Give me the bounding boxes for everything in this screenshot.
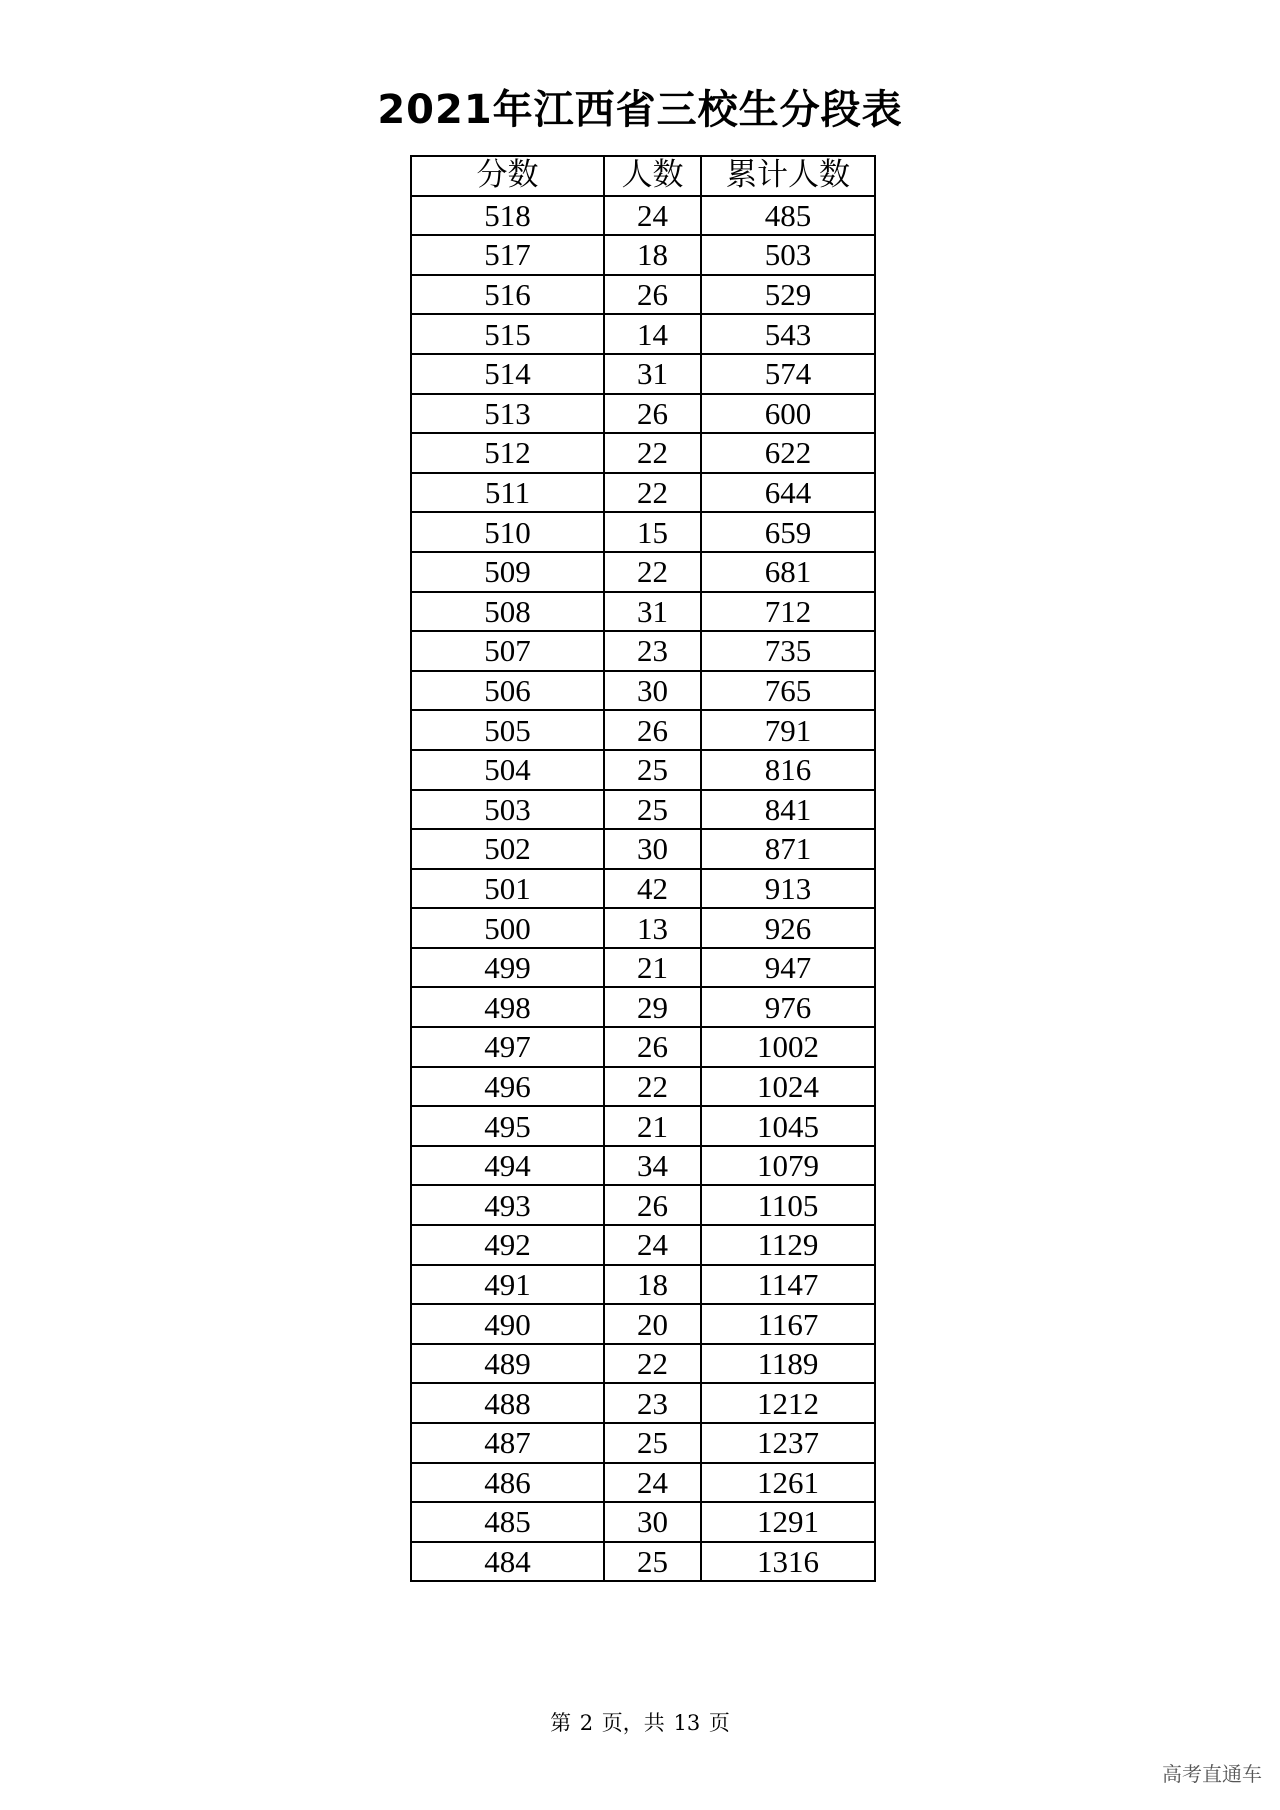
cell-cumulative: 1237: [701, 1423, 875, 1463]
table-row: [411, 710, 875, 750]
table-row: [411, 1344, 875, 1384]
table-row: [411, 631, 875, 671]
table-row: [411, 829, 875, 869]
cell-cumulative: 712: [701, 592, 875, 632]
cell-count: 34: [604, 1146, 701, 1186]
cell-score: 515: [411, 314, 604, 354]
table-row: [411, 948, 875, 988]
table-row: [411, 354, 875, 394]
cell-count: 24: [604, 1463, 701, 1503]
cell-score: 484: [411, 1542, 604, 1582]
cell-score: 509: [411, 552, 604, 592]
cell-score: 493: [411, 1185, 604, 1225]
cell-count: 25: [604, 1542, 701, 1582]
cell-count: 26: [604, 394, 701, 434]
cell-score: 505: [411, 710, 604, 750]
cell-count: 23: [604, 631, 701, 671]
table-row: [411, 314, 875, 354]
cell-cumulative: 1261: [701, 1463, 875, 1503]
cell-count: 25: [604, 1423, 701, 1463]
cell-score: 495: [411, 1106, 604, 1146]
cell-cumulative: 976: [701, 987, 875, 1027]
cell-score: 512: [411, 433, 604, 473]
cell-score: 511: [411, 473, 604, 513]
cell-count: 15: [604, 512, 701, 552]
cell-score: 488: [411, 1383, 604, 1423]
cell-cumulative: 765: [701, 671, 875, 711]
table-row: [411, 473, 875, 513]
cell-count: 21: [604, 1106, 701, 1146]
table-row: [411, 1463, 875, 1503]
table-row: [411, 1027, 875, 1067]
table-row: [411, 592, 875, 632]
cell-cumulative: 841: [701, 790, 875, 830]
cell-score: 502: [411, 829, 604, 869]
cell-cumulative: 529: [701, 275, 875, 315]
cell-score: 514: [411, 354, 604, 394]
cell-count: 14: [604, 314, 701, 354]
page-footer: 第 2 页，共 13 页: [550, 1711, 730, 1735]
cell-cumulative: 1129: [701, 1225, 875, 1265]
cell-count: 20: [604, 1304, 701, 1344]
cell-score: 487: [411, 1423, 604, 1463]
table-row: [411, 671, 875, 711]
cell-count: 24: [604, 196, 701, 236]
table-row: [411, 1265, 875, 1305]
cell-count: 25: [604, 750, 701, 790]
cell-score: 485: [411, 1502, 604, 1542]
cell-count: 30: [604, 829, 701, 869]
cell-count: 26: [604, 1027, 701, 1067]
cell-score: 500: [411, 908, 604, 948]
cell-count: 26: [604, 710, 701, 750]
table-row: [411, 512, 875, 552]
table-row: [411, 1225, 875, 1265]
cell-score: 518: [411, 196, 604, 236]
table-row: [411, 790, 875, 830]
cell-cumulative: 735: [701, 631, 875, 671]
table-row: [411, 1542, 875, 1582]
table-row: [411, 1502, 875, 1542]
cell-count: 22: [604, 433, 701, 473]
table-header-row: [411, 156, 875, 196]
cell-cumulative: 1045: [701, 1106, 875, 1146]
cell-score: 516: [411, 275, 604, 315]
cell-cumulative: 543: [701, 314, 875, 354]
cell-score: 498: [411, 987, 604, 1027]
cell-cumulative: 947: [701, 948, 875, 988]
cell-score: 496: [411, 1067, 604, 1107]
cell-count: 31: [604, 592, 701, 632]
cell-cumulative: 1212: [701, 1383, 875, 1423]
cell-score: 504: [411, 750, 604, 790]
header-count: 人数: [604, 156, 701, 196]
cell-count: 22: [604, 1067, 701, 1107]
table-body: [411, 196, 875, 1582]
cell-cumulative: 622: [701, 433, 875, 473]
cell-score: 517: [411, 235, 604, 275]
cell-cumulative: 816: [701, 750, 875, 790]
cell-score: 507: [411, 631, 604, 671]
cell-score: 503: [411, 790, 604, 830]
table-row: [411, 908, 875, 948]
cell-cumulative: 1167: [701, 1304, 875, 1344]
table-row: [411, 750, 875, 790]
cell-score: 501: [411, 869, 604, 909]
cell-cumulative: 1147: [701, 1265, 875, 1305]
cell-count: 31: [604, 354, 701, 394]
cell-cumulative: 574: [701, 354, 875, 394]
cell-cumulative: 1316: [701, 1542, 875, 1582]
cell-cumulative: 926: [701, 908, 875, 948]
watermark: 高考直通车: [1162, 1762, 1262, 1786]
cell-count: 30: [604, 1502, 701, 1542]
cell-count: 22: [604, 1344, 701, 1384]
cell-score: 506: [411, 671, 604, 711]
cell-count: 26: [604, 275, 701, 315]
cell-cumulative: 600: [701, 394, 875, 434]
cell-score: 489: [411, 1344, 604, 1384]
cell-score: 491: [411, 1265, 604, 1305]
table-row: [411, 275, 875, 315]
cell-count: 26: [604, 1185, 701, 1225]
cell-cumulative: 681: [701, 552, 875, 592]
cell-count: 22: [604, 552, 701, 592]
table-row: [411, 1185, 875, 1225]
cell-cumulative: 644: [701, 473, 875, 513]
table-row: [411, 394, 875, 434]
cell-score: 490: [411, 1304, 604, 1344]
table-row: [411, 1383, 875, 1423]
cell-count: 23: [604, 1383, 701, 1423]
cell-score: 499: [411, 948, 604, 988]
header-cumulative: 累计人数: [701, 156, 875, 196]
header-score: 分数: [411, 156, 604, 196]
table-row: [411, 235, 875, 275]
table-row: [411, 1067, 875, 1107]
table-row: [411, 1423, 875, 1463]
cell-score: 494: [411, 1146, 604, 1186]
cell-score: 497: [411, 1027, 604, 1067]
table-row: [411, 1146, 875, 1186]
cell-cumulative: 485: [701, 196, 875, 236]
cell-cumulative: 1002: [701, 1027, 875, 1067]
cell-count: 29: [604, 987, 701, 1027]
cell-cumulative: 1105: [701, 1185, 875, 1225]
cell-cumulative: 871: [701, 829, 875, 869]
cell-cumulative: 659: [701, 512, 875, 552]
cell-count: 22: [604, 473, 701, 513]
cell-cumulative: 913: [701, 869, 875, 909]
cell-count: 30: [604, 671, 701, 711]
table-row: [411, 1106, 875, 1146]
table-row: [411, 987, 875, 1027]
table-row: [411, 196, 875, 236]
table-row: [411, 433, 875, 473]
cell-score: 486: [411, 1463, 604, 1503]
cell-count: 42: [604, 869, 701, 909]
cell-cumulative: 1079: [701, 1146, 875, 1186]
cell-count: 13: [604, 908, 701, 948]
score-distribution-table: [410, 155, 876, 1582]
cell-count: 18: [604, 235, 701, 275]
cell-count: 25: [604, 790, 701, 830]
cell-cumulative: 791: [701, 710, 875, 750]
cell-score: 513: [411, 394, 604, 434]
page-title: 2021年江西省三校生分段表: [377, 87, 903, 133]
cell-count: 24: [604, 1225, 701, 1265]
cell-score: 510: [411, 512, 604, 552]
table-row: [411, 1304, 875, 1344]
cell-score: 508: [411, 592, 604, 632]
cell-cumulative: 1291: [701, 1502, 875, 1542]
table-row: [411, 552, 875, 592]
cell-cumulative: 1024: [701, 1067, 875, 1107]
cell-cumulative: 503: [701, 235, 875, 275]
cell-cumulative: 1189: [701, 1344, 875, 1384]
cell-score: 492: [411, 1225, 604, 1265]
cell-count: 21: [604, 948, 701, 988]
table-row: [411, 869, 875, 909]
cell-count: 18: [604, 1265, 701, 1305]
